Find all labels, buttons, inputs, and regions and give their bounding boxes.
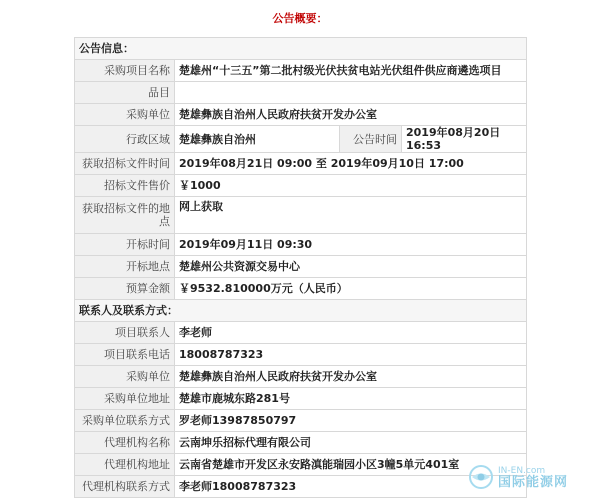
purchaser-value: 楚雄彝族自治州人民政府扶贫开发办公室 <box>175 104 527 126</box>
contact-phone-value: 18008787323 <box>175 344 527 366</box>
field-label: 预算金额 <box>75 278 175 300</box>
purchaser-address-value: 楚雄市鹿城东路281号 <box>175 388 527 410</box>
notice-table <box>74 37 527 498</box>
field-label: 采购单位 <box>75 366 175 388</box>
field-label: 采购单位地址 <box>75 388 175 410</box>
field-label: 招标文件售价 <box>75 175 175 197</box>
purchaser-value: 楚雄彝族自治州人民政府扶贫开发办公室 <box>175 366 527 388</box>
page-title: 公告概要： <box>272 12 328 25</box>
section-header-notice: 公告信息： <box>75 38 527 60</box>
project-name-value: 楚雄州“十三五”第二批村级光伏扶贫电站光伏组件供应商遴选项目 <box>175 60 527 82</box>
field-label: 品目 <box>75 82 175 104</box>
field-label: 代理机构名称 <box>75 432 175 454</box>
field-label: 获取招标文件的地点 <box>75 197 175 234</box>
field-label: 开标时间 <box>75 234 175 256</box>
field-label: 采购单位联系方式 <box>75 410 175 432</box>
contact-person-value: 李老师 <box>175 322 527 344</box>
globe-logo-icon <box>468 464 494 490</box>
watermark-en: IN-EN.com <box>498 466 546 476</box>
bid-open-time-value: 2019年09月11日 09:30 <box>175 234 527 256</box>
agency-name-value: 云南坤乐招标代理有限公司 <box>175 432 527 454</box>
watermark <box>468 461 596 493</box>
field-label: 采购项目名称 <box>75 60 175 82</box>
region-value: 楚雄彝族自治州 <box>175 126 340 153</box>
field-label: 代理机构地址 <box>75 454 175 476</box>
doc-location-value: 网上获取 <box>175 197 527 234</box>
field-label: 开标地点 <box>75 256 175 278</box>
field-label: 代理机构联系方式 <box>75 476 175 498</box>
section-header-contact: 联系人及联系方式： <box>75 300 527 322</box>
doc-period-value: 2019年08月21日 09:00 至 2019年09月10日 17:00 <box>175 153 527 175</box>
watermark-cn: 国际能源网 <box>498 475 569 490</box>
field-label: 获取招标文件时间 <box>75 153 175 175</box>
budget-value: ￥9532.810000万元（人民币） <box>175 278 527 300</box>
agency-address-value: 云南省楚雄市开发区永安路滇能瑞园小区3幢5单元401室 <box>175 454 527 476</box>
agency-contact-value: 李老师18008787323 <box>175 476 527 498</box>
notice-time-value: 2019年08月20日 16:53 <box>402 126 527 153</box>
field-label: 项目联系电话 <box>75 344 175 366</box>
field-label: 公告时间 <box>340 126 402 153</box>
field-label: 行政区域 <box>75 126 175 153</box>
category-value <box>175 82 527 104</box>
field-label: 项目联系人 <box>75 322 175 344</box>
doc-price-value: ￥1000 <box>175 175 527 197</box>
purchaser-contact-value: 罗老师13987850797 <box>175 410 527 432</box>
field-label: 采购单位 <box>75 104 175 126</box>
bid-open-place-value: 楚雄州公共资源交易中心 <box>175 256 527 278</box>
